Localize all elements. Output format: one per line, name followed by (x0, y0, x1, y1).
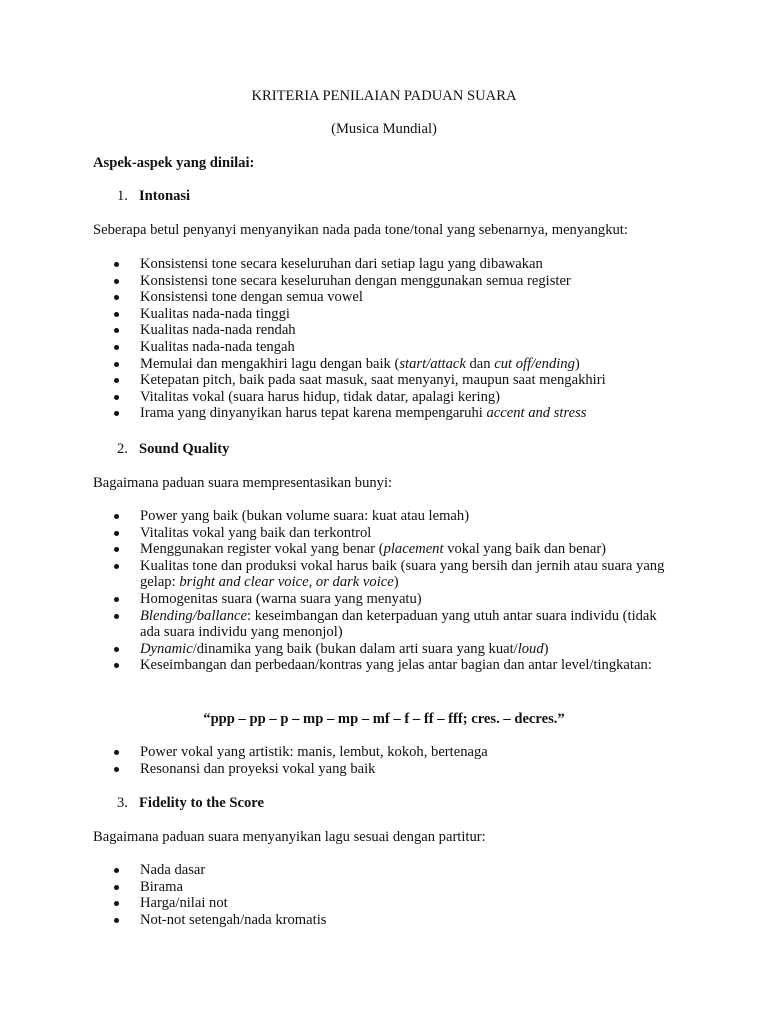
aspects-heading: Aspek-aspek yang dinilai: (93, 155, 255, 171)
bullet-icon (114, 901, 119, 906)
list-item (0, 608, 768, 641)
bullet-icon (114, 564, 119, 569)
bullet-icon (114, 663, 119, 668)
item-text: Konsistensi tone dengan semua vowel (140, 289, 363, 306)
bullet-icon (114, 614, 119, 619)
item-text: Konsistensi tone secara keseluruhan dari setiap lagu yang dibawakan (140, 256, 543, 272)
section-title: Fidelity to the Score (139, 795, 264, 811)
section-heading-fidelity (117, 795, 768, 812)
bullet-icon (114, 885, 119, 890)
italic-text: bright and clear voice, or dark voice (179, 574, 394, 591)
section-title: Sound Quality (139, 441, 230, 457)
item-text: Homogenitas suara (warna suara yang menyatu) (140, 590, 422, 607)
item-text: ) (393, 574, 399, 591)
bullet-icon (114, 312, 119, 317)
item-text: ) (574, 355, 580, 372)
bullet-icon (114, 597, 119, 602)
bullet-icon (114, 531, 119, 536)
item-text: Power yang baik (bukan volume suara: kuat atau lemah) (140, 508, 470, 524)
document-subtitle: (Musica Mundial) (331, 121, 437, 137)
bullet-icon (114, 395, 119, 400)
list-item (0, 744, 768, 761)
bullet-list (0, 744, 768, 777)
section-intro: Bagaimana paduan suara mempresentasikan bunyi: (93, 475, 393, 491)
list-item (0, 558, 768, 591)
list-item (0, 389, 768, 406)
list-item (0, 356, 768, 373)
bullet-icon (114, 262, 119, 267)
italic-text: Dynamic (140, 640, 193, 657)
list-item (0, 405, 768, 422)
list-item (0, 912, 768, 929)
list-item (0, 372, 768, 389)
list-item (0, 895, 768, 912)
bullet-icon (114, 647, 119, 652)
list-item (0, 657, 768, 674)
bullet-list (0, 256, 768, 422)
section-title: Intonasi (139, 188, 191, 204)
bullet-icon (114, 750, 119, 755)
item-text: Power vokal yang artistik: manis, lembut, kokoh, bertenaga (140, 744, 488, 760)
item-text: Kualitas nada-nada tengah (140, 338, 295, 355)
section-heading-sound-quality (117, 441, 768, 458)
list-item (0, 541, 768, 558)
bullet-icon (114, 514, 119, 519)
bullet-icon (114, 345, 119, 350)
italic-text: accent and stress (486, 405, 587, 422)
item-text: dan (465, 355, 495, 372)
bullet-list (0, 508, 768, 674)
list-item (0, 641, 768, 658)
list-item (0, 761, 768, 778)
item-text: Resonansi dan proyeksi vokal yang baik (140, 760, 376, 777)
document-title: KRITERIA PENILAIAN PADUAN SUARA (251, 88, 517, 104)
list-item (0, 508, 768, 525)
bullet-icon (114, 378, 119, 383)
italic-text: loud (517, 640, 544, 657)
item-text: Keseimbangan dan perbedaan/kontras yang jelas antar bagian dan antar level/tingkatan: (140, 657, 652, 674)
italic-text: Blending/ballance (140, 607, 247, 624)
item-text: ) (543, 640, 549, 657)
item-text: Irama yang dinyanyikan harus tepat karena mempengaruhi (140, 405, 487, 422)
section-number: 1. (117, 188, 128, 204)
bullet-icon (114, 767, 119, 772)
item-text: Kualitas nada-nada rendah (140, 322, 296, 339)
bullet-icon (114, 328, 119, 333)
list-item (0, 256, 768, 273)
bullet-icon (114, 279, 119, 284)
item-text: Memulai dan mengakhiri lagu dengan baik ( (140, 355, 400, 372)
list-item (0, 879, 768, 896)
list-item (0, 306, 768, 323)
bullet-icon (114, 411, 119, 416)
italic-text: cut off/ending (494, 355, 575, 372)
bullet-icon (114, 918, 119, 923)
section-number: 3. (117, 795, 128, 811)
list-item (0, 525, 768, 542)
item-text: Kualitas nada-nada tinggi (140, 305, 290, 322)
section-intro: Bagaimana paduan suara menyanyikan lagu sesuai dengan partitur: (93, 829, 486, 845)
dynamics-formula: “ppp – pp – p – mp – mp – mf – f – ff – fff; cres. – decres.” (203, 711, 565, 727)
section-intro: Seberapa betul penyanyi menyanyikan nada pada tone/tonal yang sebenarnya, menyangkut: (93, 222, 628, 238)
item-text: Kualitas tone dan produksi vokal harus baik (suara yang bersih dan jernih atau suara yang gelap: (140, 557, 665, 591)
item-text: Ketepatan pitch, baik pada saat masuk, saat menyanyi, maupun saat mengakhiri (140, 372, 606, 389)
list-item (0, 591, 768, 608)
list-item (0, 273, 768, 290)
item-text: : keseimbangan dan keterpaduan yang utuh antar suara individu (tidak ada suara individu yang menonjol) (140, 607, 657, 641)
section-number: 2. (117, 441, 128, 457)
item-text: /dinamika yang baik (bukan dalam arti suara yang kuat/ (192, 640, 518, 657)
list-item (0, 322, 768, 339)
list-item (0, 289, 768, 306)
item-text: Menggunakan register vokal yang benar ( (140, 541, 384, 558)
item-text: Konsistensi tone secara keseluruhan dengan menggunakan semua register (140, 272, 571, 289)
bullet-icon (114, 362, 119, 367)
item-text: Not-not setengah/nada kromatis (140, 911, 327, 928)
item-text: vokal yang baik dan benar) (443, 541, 607, 558)
list-item (0, 339, 768, 356)
item-text: Vitalitas vokal (suara harus hidup, tidak datar, apalagi kering) (140, 388, 501, 405)
item-text: Nada dasar (140, 862, 206, 878)
italic-text: placement (383, 541, 444, 558)
bullet-icon (114, 295, 119, 300)
bullet-icon (114, 868, 119, 873)
item-text: Vitalitas vokal yang baik dan terkontrol (140, 524, 372, 541)
item-text: Harga/nilai not (140, 895, 228, 912)
bullet-list (0, 862, 768, 928)
list-item (0, 862, 768, 879)
section-heading-intonasi (117, 188, 768, 205)
item-text: Birama (140, 878, 183, 895)
bullet-icon (114, 547, 119, 552)
italic-text: start/attack (399, 355, 466, 372)
